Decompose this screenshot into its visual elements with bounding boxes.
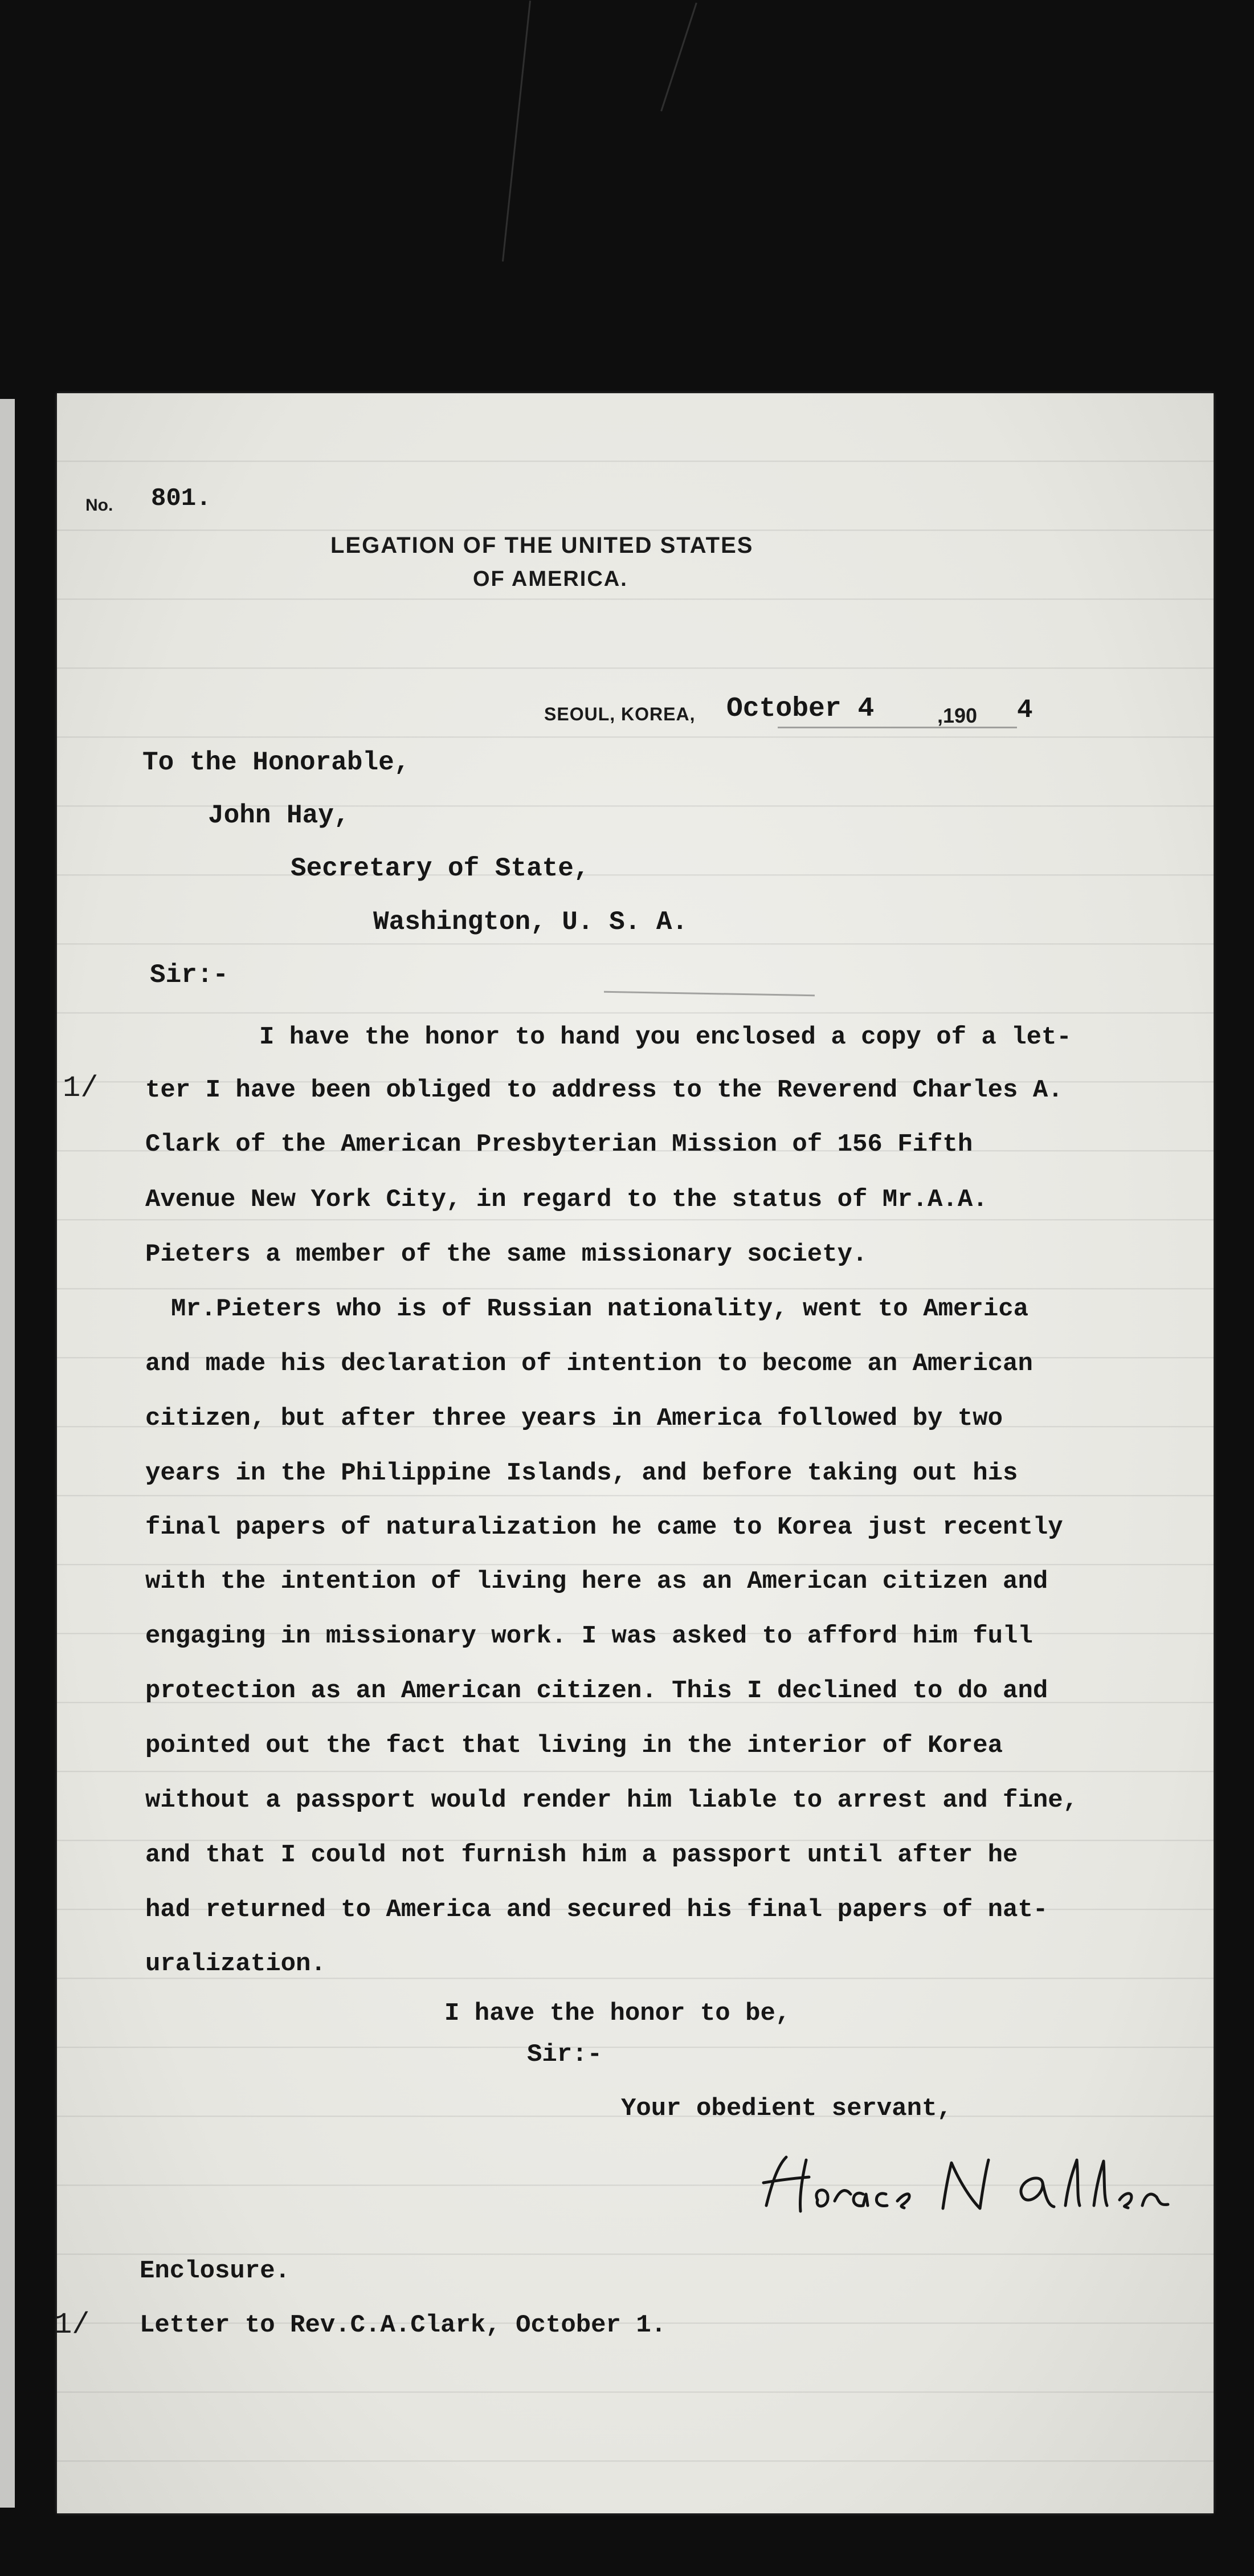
letterhead-line-1: LEGATION OF THE UNITED STATES — [330, 533, 754, 558]
despatch-number: 801. — [151, 484, 211, 513]
handwritten-signature — [755, 2149, 1188, 2223]
closing-line-3: Your obedient servant, — [621, 2094, 952, 2123]
body-line: final papers of naturalization he came to Korea just recently — [145, 1513, 1063, 1542]
date-year-digit: 4 — [1017, 695, 1033, 725]
address-line-4: Washington, U. S. A. — [373, 907, 688, 937]
body-line: protection as an American citizen. This I declined to do and — [145, 1677, 1048, 1705]
body-line: had returned to America and secured his final papers of nat- — [145, 1896, 1048, 1924]
body-line: with the intention of living here as an American citizen and — [145, 1567, 1048, 1596]
film-scratch — [502, 1, 531, 262]
enclosure-label: Enclosure. — [140, 2257, 291, 2285]
margin-annotation: 1/ — [63, 1071, 99, 1105]
body-line: years in the Philippine Islands, and before taking out his — [145, 1459, 1018, 1487]
letter-page — [54, 393, 1214, 2513]
date-month-day: October 4 — [726, 694, 875, 724]
address-flourish — [604, 991, 815, 996]
address-line-1: To the Honorable, — [142, 748, 410, 777]
body-line: Pieters a member of the same missionary society. — [145, 1240, 868, 1269]
salutation: Sir:- — [150, 960, 229, 990]
closing-line-2: Sir:- — [527, 2040, 603, 2069]
number-label: No. — [85, 496, 113, 515]
body-line: engaging in missionary work. I was asked to afford him full — [145, 1622, 1033, 1650]
body-line: Clark of the American Presbyterian Mission of 156 Fifth — [145, 1130, 973, 1159]
film-scratch — [660, 2, 697, 111]
address-line-2: John Hay, — [208, 801, 350, 830]
body-line: pointed out the fact that living in the interior of Korea — [145, 1731, 1003, 1760]
body-line: and made his declaration of intention to become an American — [145, 1350, 1033, 1378]
body-line: without a passport would render him liable to arrest and fine, — [145, 1786, 1079, 1815]
body-line: Avenue New York City, in regard to the status of Mr.A.A. — [145, 1185, 988, 1214]
margin-annotation: 1/ — [54, 2308, 90, 2342]
letterhead-line-2: OF AMERICA. — [473, 567, 628, 591]
body-line: I have the honor to hand you enclosed a copy of a let- — [259, 1023, 1072, 1051]
enclosure-item: Letter to Rev.C.A.Clark, October 1. — [140, 2311, 667, 2339]
date-underline — [778, 727, 1017, 728]
body-line: citizen, but after three years in America followed by two — [145, 1404, 1003, 1433]
body-line: ter I have been obliged to address to the Reverend Charles A. — [145, 1076, 1063, 1104]
body-line: and that I could not furnish him a passport until after he — [145, 1841, 1018, 1869]
address-line-3: Secretary of State, — [291, 854, 590, 883]
body-line: Mr.Pieters who is of Russian nationality, went to America — [171, 1295, 1029, 1323]
adjacent-frame-edge — [0, 399, 15, 2508]
date-year-prefix: ,190 — [937, 704, 978, 727]
closing-line-1: I have the honor to be, — [444, 1999, 791, 2028]
place-line: SEOUL, KOREA, — [544, 704, 696, 724]
body-line: uralization. — [145, 1950, 326, 1978]
